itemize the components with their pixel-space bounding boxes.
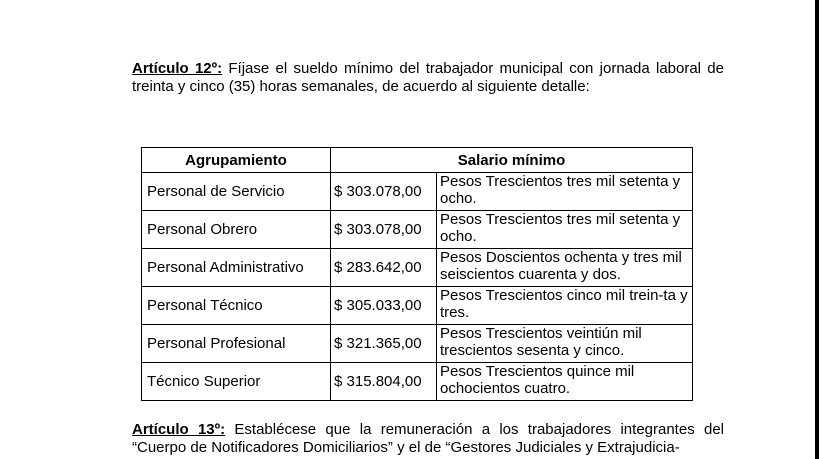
amount-cell: $ 321.365,00 [331,325,437,363]
group-cell: Personal Administrativo [142,249,331,287]
group-cell: Personal Técnico [142,287,331,325]
amount-cell: $ 305.033,00 [331,287,437,325]
amount-in-words-cell: Pesos Doscientos ochenta y tres mil seiscientos cuarenta y dos. [437,249,693,287]
group-cell: Personal de Servicio [142,173,331,211]
amount-in-words-cell: Pesos Trescientos veintiún mil trescientos sesenta y cinco. [437,325,693,363]
amount-in-words-cell: Pesos Trescientos quince mil ochocientos cuatro. [437,363,693,401]
amount-cell: $ 303.078,00 [331,211,437,249]
article-12-title: Artículo 12º: [132,60,223,77]
salary-table [141,147,693,401]
header-salario-minimo: Salario mínimo [331,148,693,173]
page-edge-border [815,0,819,459]
table-row [142,173,693,211]
article-12-text: Fíjase el sueldo mínimo del trabajador municipal con jornada laboral de treinta y cinco (35) horas semanales, de acuerdo al siguiente detalle: [132,60,724,95]
table-header-row [142,148,693,173]
table-row [142,211,693,249]
table-row [142,325,693,363]
table-row [142,249,693,287]
article-13-title: Artículo 13º: [132,421,226,438]
group-cell: Personal Obrero [142,211,331,249]
table-row [142,363,693,401]
article-12-paragraph [132,60,724,96]
amount-in-words-cell: Pesos Trescientos cinco mil trein-ta y tres. [437,287,693,325]
amount-cell: $ 303.078,00 [331,173,437,211]
article-13-text: Establécese que la remuneración a los trabajadores integrantes del “Cuerpo de Notificadores Domiciliarios” y el de “Gestores Judiciales y Extrajudicia- [132,421,724,456]
amount-cell: $ 315.804,00 [331,363,437,401]
group-cell: Técnico Superior [142,363,331,401]
amount-cell: $ 283.642,00 [331,249,437,287]
header-agrupamiento: Agrupamiento [142,148,331,173]
table-row [142,287,693,325]
amount-in-words-cell: Pesos Trescientos tres mil setenta y ocho. [437,211,693,249]
article-13-paragraph [132,421,724,457]
group-cell: Personal Profesional [142,325,331,363]
amount-in-words-cell: Pesos Trescientos tres mil setenta y ocho. [437,173,693,211]
